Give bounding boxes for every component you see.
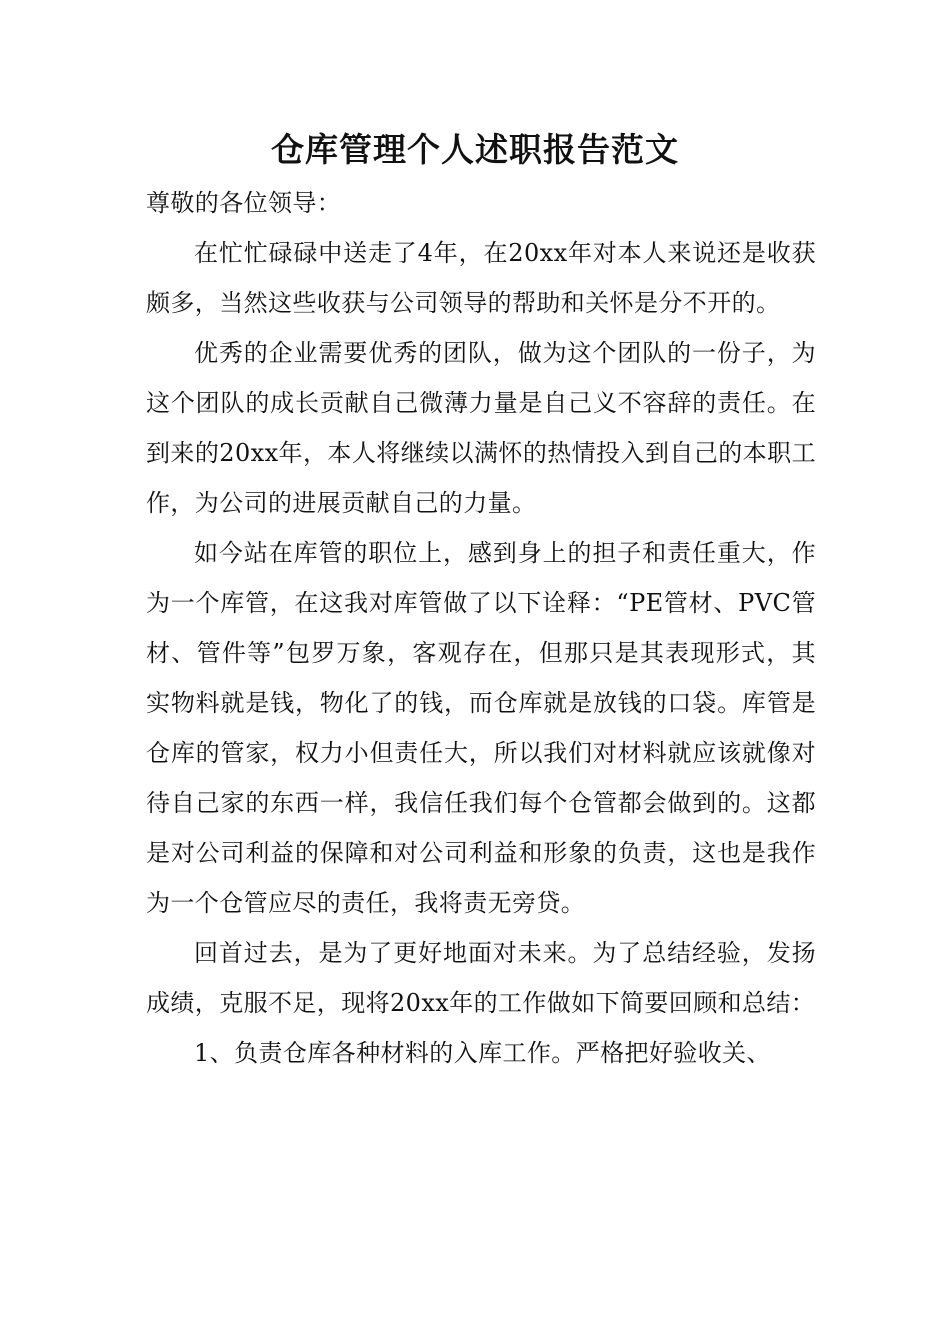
paragraph-5: 1、负责仓库各种材料的入库工作。严格把好验收关、 [194, 1039, 771, 1067]
paragraph-3: 如今站在库管的职位上，感到身上的担子和责任重大，作为一个库管，在这我对库管做了以下诠释：“PE管材、PVC管材、管件等”包罗万象，客观存在，但那只是其表现形式，其实物料就是钱，物化了的钱，而仓库就是放钱的口袋。库管是仓库的管家，权力小但责任大，所以我们对材料就应该就像对待自己家的东西一样，我信任我们每个仓管都会做到的。这都是对公司利益的保障和对公司利益和形象的负责，这也是我作为一个仓管应尽的责任，我将责无旁贷。 [146, 539, 816, 917]
document-body [146, 178, 816, 1078]
salutation: 尊敬的各位领导： [146, 189, 342, 217]
paragraph-2: 优秀的企业需要优秀的团队，做为这个团队的一份子，为这个团队的成长贡献自己微薄力量是自己义不容辞的责任。在到来的20xx年，本人将继续以满怀的热情投入到自己的本职工作，为公司的进展贡献自己的力量。 [146, 339, 816, 517]
paragraph-1: 在忙忙碌碌中送走了4年，在20xx年对本人来说还是收获颇多，当然这些收获与公司领导的帮助和关怀是分不开的。 [146, 239, 816, 317]
paragraph-4: 回首过去，是为了更好地面对未来。为了总结经验，发扬成绩，克服不足，现将20xx年的工作做如下简要回顾和总结： [146, 939, 816, 1017]
document-title: 仓库管理个人述职报告范文 [271, 130, 679, 169]
